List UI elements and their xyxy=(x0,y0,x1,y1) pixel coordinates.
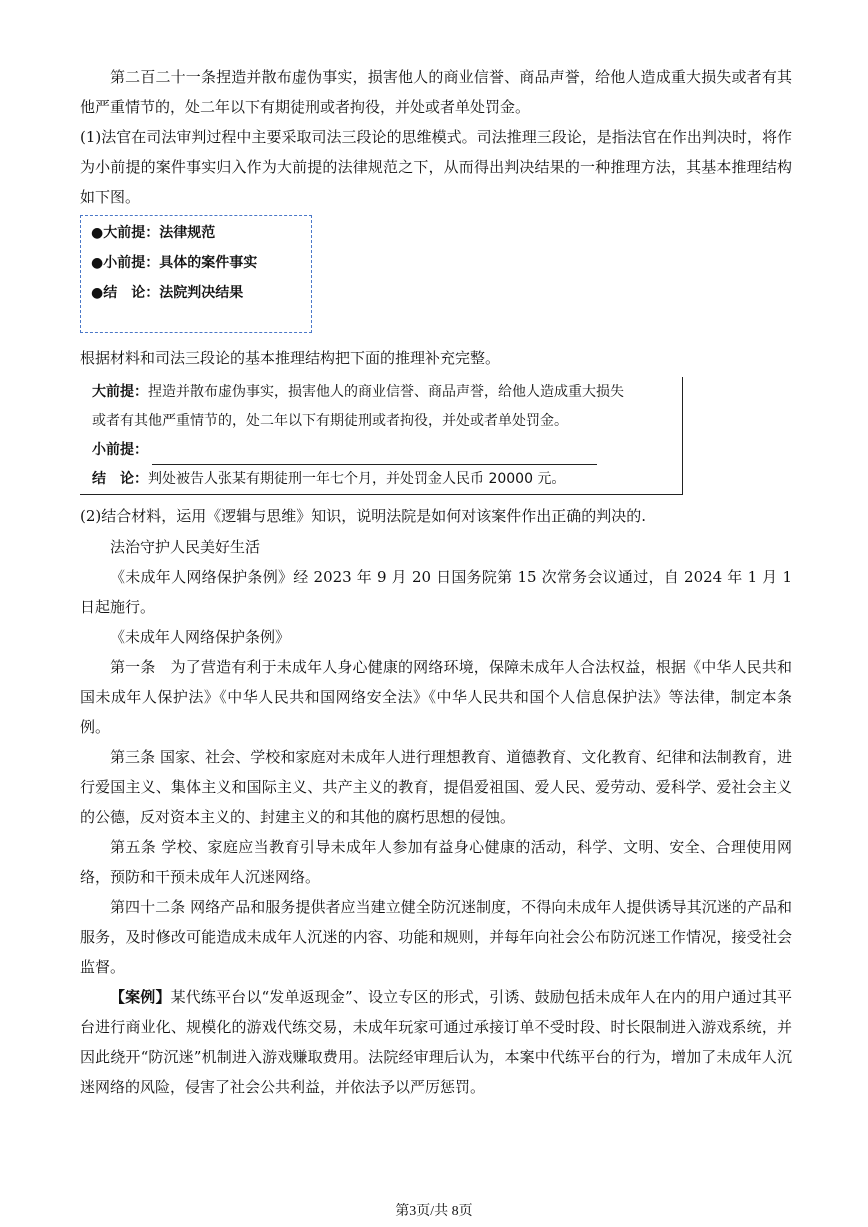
case-paragraph xyxy=(80,982,792,1102)
minor-premise-label: 小前提： xyxy=(92,442,148,458)
minor-premise-item: ●小前提：具体的案件事实 xyxy=(91,255,258,271)
regulation-intro: 《未成年人网络保护条例》经 2023 年 9 月 20 日国务院第 15 次常务会议通过，自 2024 年 1 月 1 日起施行。 xyxy=(80,568,792,616)
instruction: 根据材料和司法三段论的基本推理结构把下面的推理补充完整。 xyxy=(80,349,501,367)
section-title: 法治守护人民美好生活 xyxy=(110,538,261,556)
conclusion-item: ●结 论：法院判决结果 xyxy=(91,285,244,301)
article-1: 第一条 为了营造有利于未成年人身心健康的网络环境，保障未成年人合法权益，根据《中华人民共和国未成年人保护法》《中华人民共和国网络安全法》《中华人民共和国个人信息保护法》等法律，制定本条例。 xyxy=(80,658,792,736)
conclusion-text: 判处被告人张某有期徒刑一年七个月，并处罚金人民币 20000 元。 xyxy=(148,471,566,487)
conclusion-label: 结 论： xyxy=(92,471,148,487)
major-premise-item: ●大前提：法律规范 xyxy=(91,225,216,241)
regulation-title: 《未成年人网络保护条例》 xyxy=(110,628,291,646)
article-42: 第四十二条 网络产品和服务提供者应当建立健全防沉迷制度，不得向未成年人提供诱导其沉迷的产品和服务，及时修改可能造成未成年人沉迷的内容、功能和规则，并每年向社会公布防沉迷工作情况，接受社会监督。 xyxy=(80,898,792,976)
case-label: 【案例】 xyxy=(110,988,171,1006)
article-5: 第五条 学校、家庭应当教育引导未成年人参加有益身心健康的活动，科学、文明、安全、合理使用网络，预防和干预未成年人沉迷网络。 xyxy=(80,838,792,886)
page-number: 第3页/共 8页 xyxy=(395,1204,473,1219)
minor-premise-blank[interactable] xyxy=(152,446,597,465)
case-text: 某代练平台以“发单返现金”、设立专区的形式，引诱、鼓励包括未成年人在内的用户通过其平台进行商业化、规模化的游戏代练交易，未成年玩家可通过承接订单不受时段、时长限制进入游戏系统，并因此绕开“防沉迷”机制进入游戏赚取费用。法院经审理后认为，本案中代练平台的行为，增加了未成年人沉迷网络的风险，侵害了社会公共利益，并依法予以严厉惩罚。 xyxy=(80,988,792,1096)
inference-box xyxy=(80,377,683,495)
minor-premise-line xyxy=(92,436,597,465)
question-1-intro: (1)法官在司法审判过程中主要采取司法三段论的思维模式。司法推理三段论，是指法官在作出判决时，将作为小前提的案件事实归入作为大前提的法律规范之下，从而得出判决结果的一种推理方法，其基本推理结构如下图。 xyxy=(80,128,792,206)
major-premise-line-2: 或者有其他严重情节的，处二年以下有期徒刑或者拘役，并处或者单处罚金。 xyxy=(92,413,568,429)
law-article: 第二百二十一条捏造并散布虚伪事实，损害他人的商业信誉、商品声誉，给他人造成重大损失或者有其他严重情节的，处二年以下有期徒刑或者拘役，并处或者单处罚金。 xyxy=(80,68,792,116)
major-premise-line-1 xyxy=(92,378,624,407)
syllogism-structure-box xyxy=(80,215,312,333)
major-premise-label: 大前提： xyxy=(92,384,148,400)
question-2: (2)结合材料，运用《逻辑与思维》知识，说明法院是如何对该案件作出正确的判决的. xyxy=(80,507,647,525)
major-premise-text-1: 捏造并散布虚伪事实，损害他人的商业信誉、商品声誉，给他人造成重大损失 xyxy=(148,384,624,400)
article-3: 第三条 国家、社会、学校和家庭对未成年人进行理想教育、道德教育、文化教育、纪律和法制教育，进行爱国主义、集体主义和国际主义、共产主义的教育，提倡爱祖国、爱人民、爱劳动、爱科学、爱社会主义的公德，反对资本主义的、封建主义的和其他的腐朽思想的侵蚀。 xyxy=(80,748,792,826)
conclusion-line xyxy=(92,465,565,494)
